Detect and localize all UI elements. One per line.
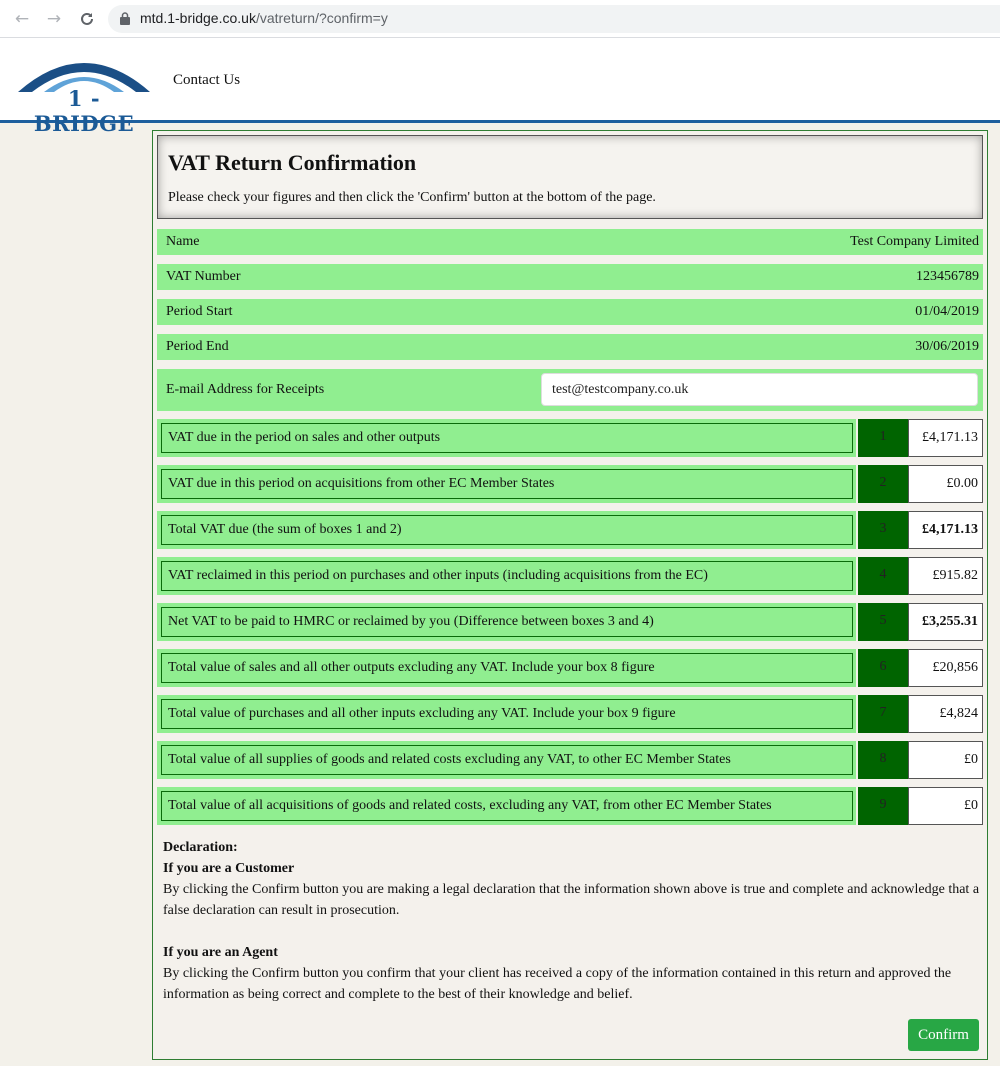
title-box [157,135,983,219]
box-value: £0 [908,741,983,779]
email-label: E-mail Address for Receipts [166,382,325,397]
detail-row-period-start [157,299,983,325]
vat-return-panel [152,130,988,1060]
box-label: Total value of sales and all other outputs excluding any VAT. Include your box 8 figure [161,653,853,683]
detail-row-vat-number [157,264,983,290]
vat-box-row-3 [157,511,983,549]
box-label: Net VAT to be paid to HMRC or reclaimed by you (Difference between boxes 3 and 4) [161,607,853,637]
declaration [163,837,981,1005]
box-label-wrap [157,603,856,641]
box-label-wrap [157,649,856,687]
box-value: £3,255.31 [908,603,983,641]
forward-arrow-icon[interactable]: → [46,9,62,29]
logo[interactable] [14,48,154,136]
vat-box-row-2 [157,465,983,503]
box-value: £4,171.13 [908,511,983,549]
detail-row-name [157,229,983,255]
email-field[interactable] [541,373,978,406]
box-label-wrap [157,741,856,779]
url-path: /vatreturn/?confirm=y [255,10,388,26]
logo-text: 1 - BRIDGE [33,86,135,136]
box-label: Total value of purchases and all other inputs excluding any VAT. Include your box 9 figure [161,699,853,729]
vat-box-row-7 [157,695,983,733]
box-number: 4 [858,557,908,595]
detail-value: 123456789 [916,269,979,284]
declaration-heading: Declaration: [163,840,238,855]
box-number: 3 [858,511,908,549]
box-label-wrap [157,511,856,549]
box-label-wrap [157,419,856,457]
box-number: 2 [858,465,908,503]
box-value: £4,824 [908,695,983,733]
box-value: £0 [908,787,983,825]
box-label-wrap [157,787,856,825]
box-value: £20,856 [908,649,983,687]
vat-box-row-8 [157,741,983,779]
vat-box-row-4 [157,557,983,595]
agent-text: By clicking the Confirm button you confirm that your client has received a copy of the information contained in this return and approved the information as being correct and complete to the best of their knowledge and belief. [163,966,952,1002]
detail-label: Period End [166,339,229,354]
box-number: 6 [858,649,908,687]
email-row [157,369,983,411]
box-value: £4,171.13 [908,419,983,457]
detail-value: 30/06/2019 [915,339,979,354]
detail-label: Name [166,234,200,249]
page-title: VAT Return Confirmation [168,150,417,175]
site-header [0,38,1000,136]
vat-box-row-5 [157,603,983,641]
confirm-button[interactable]: Confirm [908,1019,979,1051]
box-label: VAT due in the period on sales and other outputs [161,423,853,453]
vat-box-row-6 [157,649,983,687]
address-bar[interactable] [108,5,1000,33]
box-value: £915.82 [908,557,983,595]
detail-value: Test Company Limited [850,234,979,249]
box-label: VAT due in this period on acquisitions from other EC Member States [161,469,853,499]
box-label: Total value of all supplies of goods and related costs excluding any VAT, to other EC Member States [161,745,853,775]
page-subtitle: Please check your figures and then click the 'Confirm' button at the bottom of the page. [168,190,656,205]
reload-icon[interactable] [75,7,99,31]
box-label-wrap [157,695,856,733]
box-number: 5 [858,603,908,641]
box-number: 1 [858,419,908,457]
box-label: VAT reclaimed in this period on purchases and other inputs (including acquisitions from the EC) [161,561,853,591]
agent-heading: If you are an Agent [163,945,278,960]
spacer [163,921,981,942]
vat-box-row-9 [157,787,983,825]
url-text [140,10,388,26]
detail-row-period-end [157,334,983,360]
detail-label: VAT Number [166,269,241,284]
box-label: Total VAT due (the sum of boxes 1 and 2) [161,515,853,545]
box-number: 9 [858,787,908,825]
detail-label: Period Start [166,304,233,319]
url-host: mtd.1-bridge.co.uk [140,10,256,26]
detail-value: 01/04/2019 [915,304,979,319]
back-arrow-icon[interactable]: ← [14,9,30,29]
customer-text: By clicking the Confirm button you are making a legal declaration that the information shown above is true and complete and acknowledge that a false declaration can result in prosecution. [163,882,980,918]
lock-icon [120,12,130,25]
box-label-wrap [157,557,856,595]
box-number: 8 [858,741,908,779]
box-label-wrap [157,465,856,503]
vat-box-row-1 [157,419,983,457]
browser-toolbar [0,0,1000,38]
box-value: £0.00 [908,465,983,503]
contact-us-link[interactable]: Contact Us [173,72,241,88]
box-label: Total value of all acquisitions of goods and related costs, excluding any VAT, from other EC Member States [161,791,853,821]
box-number: 7 [858,695,908,733]
customer-heading: If you are a Customer [163,861,295,876]
